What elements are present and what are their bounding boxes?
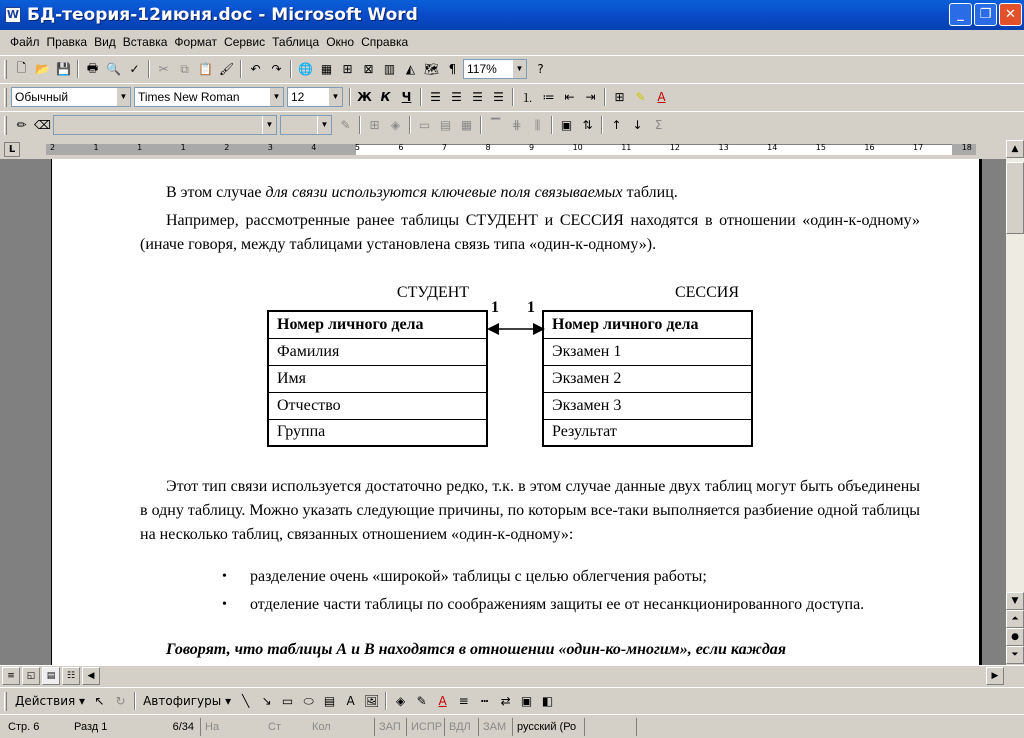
vertical-scrollbar[interactable] [1006, 140, 1024, 664]
sort-descending-icon[interactable]: ↓ [632, 118, 643, 132]
paragraph-3: Этот тип связи используется достаточно редко, т.к. в этом случае данные двух таблиц могут быть объединены в одну таблицу. Можно указать следующие причины, по которым все-таки выполняется разбиение одной таблицы на несколько таблиц, связанных отношением «один-к-одному»: [140, 478, 920, 543]
toolbar-grip[interactable] [4, 60, 7, 79]
clipart-icon[interactable]: 🖼 [363, 694, 380, 708]
chevron-down-icon[interactable]: ▼ [317, 116, 331, 134]
merge-cells-icon[interactable]: ▤ [439, 118, 452, 132]
status-spelling [584, 718, 636, 736]
session-field: Номер личного дела [543, 311, 752, 338]
document-map-icon[interactable]: 🗺 [423, 62, 440, 76]
align-left-icon[interactable]: ☰ [430, 90, 441, 104]
hyperlink-icon[interactable]: 🌐 [298, 62, 313, 76]
web-view-icon[interactable]: ◱ [22, 667, 40, 685]
oval-icon[interactable]: ⬭ [303, 693, 314, 708]
toolbar-grip[interactable] [4, 88, 7, 107]
justify-icon[interactable]: ☰ [493, 90, 504, 104]
status-line: Ст [268, 720, 281, 733]
font-select[interactable] [134, 87, 284, 107]
menu-table[interactable]: Таблица [272, 35, 320, 49]
shading-color-icon[interactable]: ◈ [390, 118, 401, 132]
status-ext[interactable]: ВДЛ [444, 718, 478, 736]
line-style-icon[interactable]: ≡ [458, 694, 469, 708]
outside-border-icon[interactable]: ⊞ [369, 118, 380, 132]
standard-toolbar [0, 55, 1024, 82]
fill-color-icon[interactable]: ◈ [395, 694, 406, 708]
paragraph-2: Например, рассмотренные ранее таблицы СТУДЕНТ и СЕССИЯ находятся в отношении «один-к-одному» (иначе говоря, между таблицами установлена связь типа «один-к-одному»). [140, 212, 920, 253]
3d-icon[interactable]: ◧ [541, 694, 554, 708]
font-size-value: 12 [291, 90, 305, 104]
bold-button[interactable]: Ж [357, 90, 372, 104]
arrow-icon[interactable]: ↘ [261, 694, 272, 708]
document-area [0, 159, 1006, 665]
paste-icon[interactable]: 📋 [198, 62, 213, 76]
line-weight-select[interactable] [280, 115, 332, 135]
window-title: БД-теория-12июня.doc - Microsoft Word [27, 5, 418, 25]
document-page[interactable] [51, 159, 979, 665]
session-table [542, 310, 753, 447]
increase-indent-icon[interactable]: ⇥ [585, 90, 596, 104]
student-field: Группа [268, 419, 487, 446]
insert-table-icon[interactable]: ⊞ [342, 62, 353, 76]
session-field: Экзамен 1 [543, 338, 752, 365]
dash-style-icon[interactable]: ┅ [480, 694, 489, 708]
actions-menu[interactable]: Действия ▾ [15, 694, 86, 708]
bullet-item-1: разделение очень «широкой» таблицы с целью облегчения работы; [250, 568, 707, 585]
menu-tools[interactable]: Сервис [224, 35, 266, 49]
chevron-down-icon[interactable]: ▼ [269, 88, 283, 106]
relationship-arrow [487, 319, 545, 339]
numbering-icon[interactable]: ⒈ [521, 90, 534, 105]
shadow-icon[interactable]: ▣ [520, 694, 533, 708]
minimize-button[interactable]: _ [949, 3, 972, 26]
tab-selector[interactable]: L [4, 142, 20, 157]
status-ovr[interactable]: ЗАМ [478, 718, 512, 736]
toolbar-grip[interactable] [4, 116, 7, 135]
underline-button[interactable]: Ч [401, 90, 412, 104]
textbox-icon[interactable]: ▤ [323, 694, 336, 708]
undo-icon[interactable]: ↶ [250, 62, 261, 76]
cut-icon[interactable]: ✂ [158, 62, 169, 76]
horizontal-ruler[interactable] [0, 140, 1024, 159]
status-at: На [200, 718, 264, 736]
status-column: Кол [312, 720, 331, 733]
student-field: Номер личного дела [268, 311, 487, 338]
eraser-icon[interactable]: ⌫ [34, 118, 51, 132]
menu-bar [0, 31, 1024, 53]
wordart-icon[interactable]: A [346, 694, 355, 708]
format-painter-icon[interactable]: 🖌 [218, 62, 235, 76]
table-title-student: СТУДЕНТ [396, 284, 470, 301]
status-language: русский (Ро [512, 718, 584, 736]
help-icon[interactable]: ? [537, 62, 544, 76]
word-app-icon[interactable]: W [6, 8, 20, 21]
save-icon[interactable]: 💾 [56, 62, 71, 76]
menu-file[interactable]: Файл [10, 35, 40, 49]
scroll-left-icon[interactable]: ◀ [82, 667, 100, 685]
insert-excel-icon[interactable]: ⊠ [363, 62, 374, 76]
select-objects-icon[interactable]: ↖ [94, 694, 105, 708]
borders-icon[interactable]: ⊞ [614, 90, 625, 104]
show-hide-icon[interactable]: ¶ [448, 62, 457, 76]
zoom-value: 117% [467, 62, 497, 76]
tables-borders-icon[interactable]: ▦ [320, 62, 333, 76]
columns-icon[interactable]: ▥ [383, 62, 396, 76]
previous-page-icon[interactable]: ⏶ [1006, 610, 1024, 628]
outline-view-icon[interactable]: ☷ [62, 667, 80, 685]
redo-icon[interactable]: ↷ [271, 62, 282, 76]
text-direction-icon[interactable]: ⇅ [582, 118, 593, 132]
font-color-icon[interactable]: A [657, 90, 666, 104]
autosum-icon[interactable]: Σ [654, 118, 663, 132]
font-value: Times New Roman [138, 90, 240, 104]
print-preview-icon[interactable]: 🔍 [106, 62, 121, 76]
print-icon[interactable]: 🖶 [86, 60, 99, 75]
font-size-select[interactable] [287, 87, 343, 107]
student-field: Имя [268, 365, 487, 392]
menu-help[interactable]: Справка [361, 35, 409, 49]
student-field: Фамилия [268, 338, 487, 365]
menu-view[interactable]: Вид [94, 35, 116, 49]
chevron-down-icon[interactable]: ▼ [116, 88, 130, 106]
open-folder-icon[interactable]: 📂 [35, 62, 50, 76]
paragraph-4: Говорят, что таблицы А и В находятся в отношении «один-ко-многим», если каждая [166, 641, 786, 658]
autoformat-icon[interactable]: ▣ [560, 118, 573, 132]
browse-object-icon[interactable]: ● [1006, 628, 1024, 646]
close-button[interactable]: ✕ [999, 3, 1022, 26]
italic-button[interactable]: К [380, 90, 391, 104]
align-top-icon[interactable]: ▔ [490, 118, 501, 132]
autoshapes-menu[interactable]: Автофигуры ▾ [143, 694, 232, 708]
line-style-select[interactable] [53, 115, 277, 135]
scroll-up-icon[interactable]: ▲ [1006, 140, 1024, 158]
insert-table-icon[interactable]: ▭ [418, 118, 431, 132]
status-pages: 6/34 [172, 720, 194, 733]
bullet-icon: • [222, 597, 227, 612]
chevron-down-icon[interactable]: ▼ [328, 88, 342, 106]
status-page: Стр. 6 [8, 720, 40, 733]
scroll-thumb[interactable] [1006, 162, 1024, 234]
chevron-down-icon[interactable]: ▼ [262, 116, 276, 134]
style-select[interactable] [11, 87, 131, 107]
chevron-down-icon[interactable]: ▼ [512, 60, 526, 78]
sort-ascending-icon[interactable]: ↑ [611, 118, 622, 132]
scroll-down-icon[interactable]: ▼ [1006, 592, 1024, 610]
draw-table-icon[interactable]: ✏ [16, 118, 27, 132]
horizontal-scrollbar [0, 665, 1024, 686]
drawing-toolbar [0, 687, 1024, 714]
cardinality-right: 1 [527, 299, 535, 316]
paragraph-1: В этом случае для связи используются ключевые поля связываемых таблиц. [166, 184, 678, 201]
spelling-icon[interactable]: ✓ [129, 62, 140, 76]
bullets-icon[interactable]: ≔ [542, 90, 555, 104]
normal-view-icon[interactable]: ≡ [2, 667, 20, 685]
status-rec[interactable]: ЗАП [374, 718, 406, 736]
ruler-numbers: 2 1 1 1 2 3 4 5 6 7 8 9 10 11 12 13 14 15 16 17 18 [50, 143, 972, 152]
new-document-icon[interactable]: 🗋 [16, 60, 27, 75]
scroll-right-icon[interactable]: ▶ [986, 667, 1004, 685]
status-section: Разд 1 [74, 720, 108, 733]
line-icon[interactable]: ╲ [241, 694, 250, 708]
title-bar [0, 0, 1024, 30]
print-layout-icon[interactable]: ▤ [42, 667, 60, 685]
copy-icon[interactable]: ⧉ [180, 61, 189, 76]
next-page-icon[interactable]: ⏷ [1006, 646, 1024, 664]
session-field: Результат [543, 419, 752, 446]
restore-button[interactable]: ❐ [974, 3, 997, 26]
zoom-select[interactable] [463, 59, 527, 79]
table-title-session: СЕССИЯ [674, 284, 739, 301]
distribute-columns-icon[interactable]: ⫼ [534, 117, 541, 132]
student-field: Отчество [268, 392, 487, 419]
status-trk[interactable]: ИСПР [406, 718, 444, 736]
menu-insert[interactable]: Вставка [122, 35, 168, 49]
decrease-indent-icon[interactable]: ⇤ [564, 90, 575, 104]
font-color-icon[interactable]: A [438, 694, 447, 708]
distribute-rows-icon[interactable]: ⋕ [511, 118, 522, 132]
bullet-icon: • [222, 569, 227, 584]
align-right-icon[interactable]: ☰ [472, 90, 483, 104]
highlight-icon[interactable]: ✎ [635, 90, 646, 104]
cardinality-left: 1 [491, 299, 499, 316]
status-bar [0, 714, 1024, 738]
style-value: Обычный [15, 90, 69, 104]
menu-window[interactable]: Окно [326, 35, 355, 49]
session-field: Экзамен 2 [543, 365, 752, 392]
status-extra [636, 718, 676, 736]
tables-borders-toolbar [0, 111, 1024, 138]
split-cells-icon[interactable]: ▦ [460, 118, 473, 132]
line-color-icon[interactable]: ✎ [416, 694, 427, 708]
rectangle-icon[interactable]: ▭ [281, 694, 294, 708]
session-field: Экзамен 3 [543, 392, 752, 419]
free-rotate-icon[interactable]: ↻ [115, 694, 126, 708]
menu-edit[interactable]: Правка [46, 35, 88, 49]
border-color-icon[interactable]: ✎ [340, 118, 351, 132]
arrow-style-icon[interactable]: ⇄ [500, 694, 511, 708]
formatting-toolbar [0, 83, 1024, 110]
drawing-icon[interactable]: ◭ [405, 62, 416, 76]
menu-format[interactable]: Формат [174, 35, 218, 49]
align-center-icon[interactable]: ☰ [451, 90, 462, 104]
toolbar-grip[interactable] [4, 692, 7, 711]
student-table [267, 310, 488, 447]
bullet-item-2: отделение части таблицы по соображениям защиты ее от несанкционированного доступа. [250, 596, 865, 613]
